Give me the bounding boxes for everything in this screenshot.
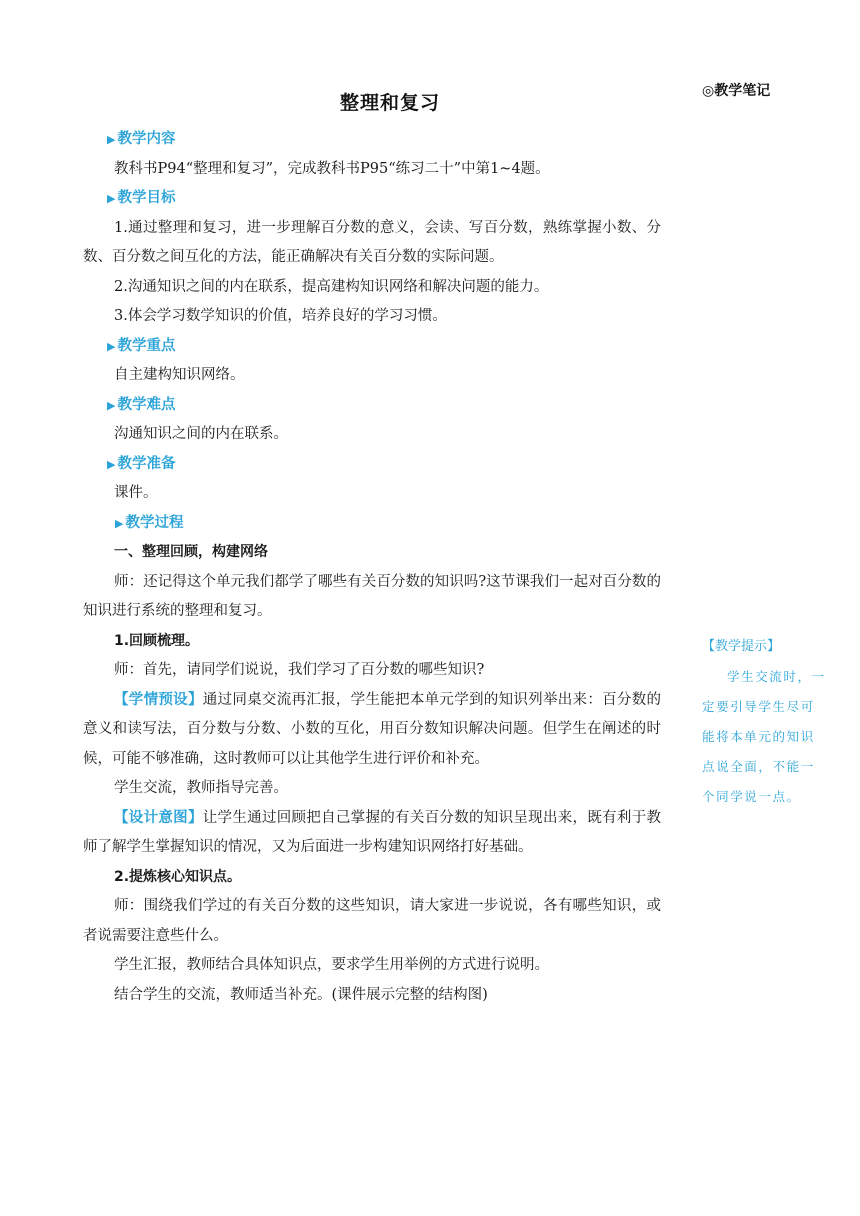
- triangle-right-icon: ▶: [107, 457, 116, 471]
- process-intro: 师：还记得这个单元我们都学了哪些有关百分数的知识吗?这节课我们一起对百分数的知识进行系统的整理和复习。: [83, 573, 661, 619]
- preset-tag: 【学情预设】: [114, 691, 203, 708]
- triangle-right-icon: ▶: [115, 516, 124, 530]
- step2-teacher: 师：围绕我们学过的有关百分数的这些知识，请大家进一步说说，各有哪些知识，或者说需要注意些什么。: [83, 898, 661, 944]
- goal-item: 1.通过整理和复习，进一步理解百分数的意义，会读、写百分数，熟练掌握小数、分数、百分数之间互化的方法，能正确解决有关百分数的实际问题。: [83, 219, 661, 265]
- step2-title: 2.提炼核心知识点。: [114, 868, 242, 885]
- step1-title: 1.回顾梳理。: [114, 632, 200, 649]
- tip-title: 【教学提示】: [702, 639, 781, 654]
- teaching-notes-title: ◎教学笔记: [702, 83, 771, 99]
- teaching-tip: [702, 632, 826, 812]
- page-title: 整理和复习: [339, 92, 440, 114]
- preparation-text: 课件。: [114, 485, 158, 501]
- design-text: 让学生通过回顾把自己掌握的有关百分数的知识呈现出来，既有利于教师了解学生掌握知识的情况，又为后面进一步构建知识网络打好基础。: [83, 809, 661, 855]
- content-text: 教科书P94“整理和复习”，完成教科书P95“练习二十”中第1~4题。: [114, 160, 550, 177]
- triangle-right-icon: ▶: [107, 133, 116, 146]
- student-exchange: 学生交流，教师指导完善。: [114, 780, 288, 796]
- goal-item: 3.体会学习数学知识的价值，培养良好的学习习惯。: [114, 308, 447, 324]
- key-points-text: 自主建构知识网络。: [114, 367, 245, 383]
- design-paragraph: [83, 804, 661, 863]
- triangle-right-icon: ▶: [107, 398, 116, 412]
- tip-body: 学生交流时，一定要引导学生尽可能将本单元的知识点说全面，不能一个同学说一点。: [702, 669, 826, 804]
- process-part-title: 一、整理回顾，构建网络: [114, 544, 268, 560]
- preset-paragraph: [83, 686, 661, 775]
- step2-report: 学生汇报，教师结合具体知识点，要求学生用举例的方式进行说明。: [114, 957, 549, 973]
- section-heading-difficulties: ▶ 教学难点: [107, 396, 176, 413]
- section-heading-process: ▶ 教学过程: [115, 514, 184, 531]
- step2-supplement: 结合学生的交流，教师适当补充。(课件展示完整的结构图): [114, 986, 488, 1003]
- triangle-right-icon: ▶: [107, 192, 116, 205]
- design-tag: 【设计意图】: [114, 809, 203, 826]
- difficulties-text: 沟通知识之间的内在联系。: [114, 426, 288, 442]
- section-heading-key-points: ▶ 教学重点: [107, 337, 176, 354]
- section-heading-goals: ▶ 教学目标: [107, 190, 176, 206]
- lesson-body: [83, 125, 661, 1010]
- section-heading-content: ▶ 教学内容: [107, 131, 176, 147]
- step1-teacher: 师：首先，请同学们说说，我们学习了百分数的哪些知识?: [114, 662, 485, 678]
- section-heading-preparation: ▶ 教学准备: [107, 455, 176, 472]
- triangle-right-icon: ▶: [107, 339, 116, 353]
- goal-item: 2.沟通知识之间的内在联系，提高建构知识网络和解决问题的能力。: [114, 278, 549, 295]
- preset-text: 通过同桌交流再汇报，学生能把本单元学到的知识列举出来：百分数的意义和读写法，百分数与分数、小数的互化，用百分数知识解决问题。但学生在阐述的时候，可能不够准确，这时教师可以让其他学生进行评价和补充。: [83, 691, 661, 767]
